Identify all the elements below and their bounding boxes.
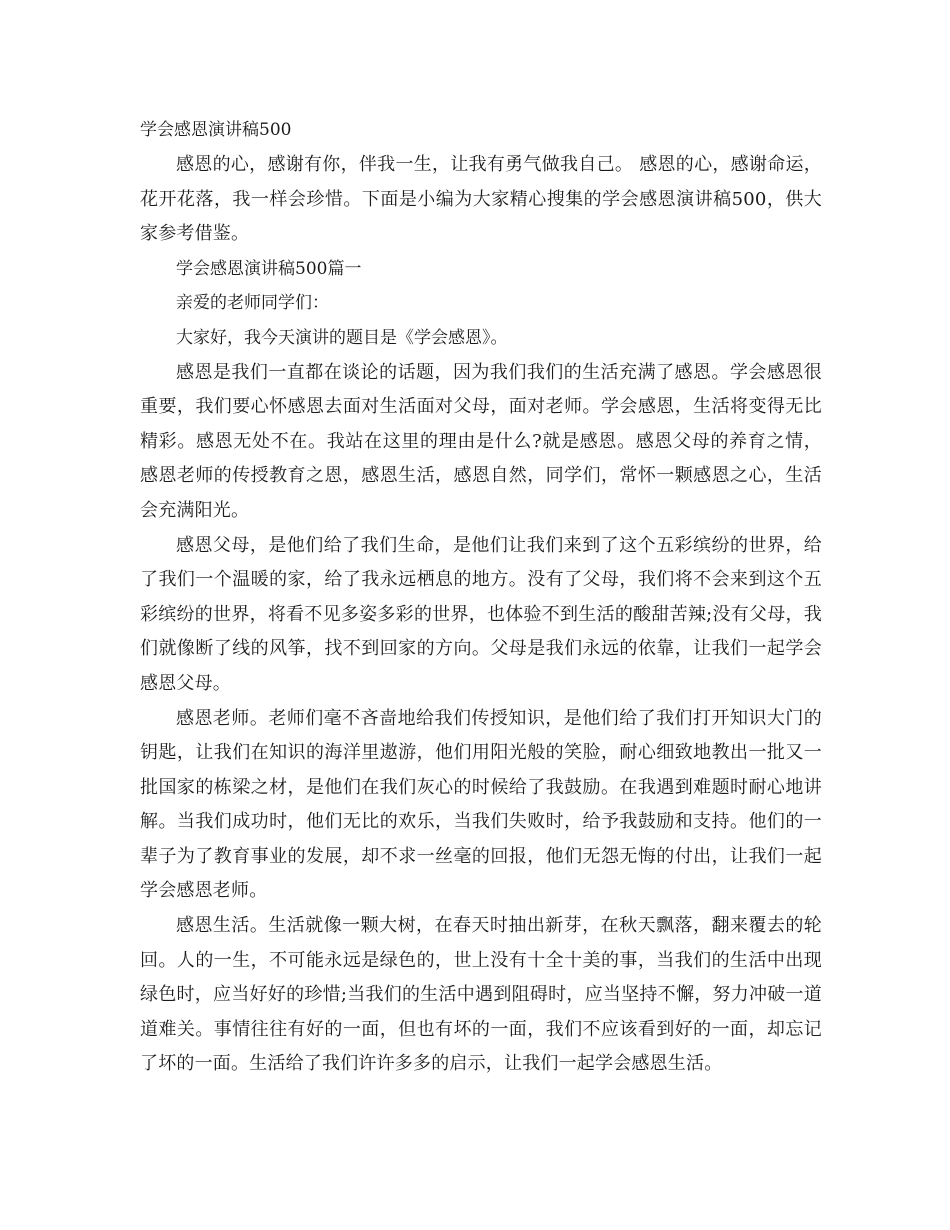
document-title: 学会感恩演讲稿500 — [140, 120, 292, 140]
body-paragraph: 感恩是我们一直都在谈论的话题，因为我们我们的生活充满了感恩。学会感恩很重要，我们要心怀感恩去面对生活面对父母，面对老师。学会感恩，生活将变得无比精彩。感恩无处不在。我站在这里的理由是什么?就是感恩。感恩父母的养育之情，感恩老师的传授教育之恩，感恩生活，感恩自然，同学们，常怀一颗感恩之心，生活会充满阳光。 — [140, 361, 822, 521]
salutation: 亲爱的老师同学们： — [176, 293, 329, 314]
body-paragraph: 感恩父母，是他们给了我们生命，是他们让我们来到了这个五彩缤纷的世界，给了我们一个温暖的家，给了我永远栖息的地方。没有了父母，我们将不会来到这个五彩缤纷的世界，将看不见多姿多彩的世界，也体验不到生活的酸甜苦辣;没有父母，我们就像断了线的风筝，找不到回家的方向。父母是我们永远的依靠，让我们一起学会感恩父母。 — [140, 534, 822, 694]
document-page — [140, 112, 822, 1082]
intro-paragraph: 感恩的心，感谢有你，伴我一生，让我有勇气做我自己。 感恩的心，感谢命运，花开花落，我一样会珍惜。下面是小编为大家精心搜集的学会感恩演讲稿500，供大家参考借鉴。 — [140, 154, 822, 245]
body-paragraph: 感恩生活。生活就像一颗大树，在春天时抽出新芽，在秋天飘落，翻来覆去的轮回。人的一生，不可能永远是绿色的，世上没有十全十美的事，当我们的生活中出现绿色时，应当好好的珍惜;当我们的生活中遇到阻碍时，应当坚持不懈，努力冲破一道道难关。事情往往有好的一面，但也有坏的一面，我们不应该看到好的一面，却忘记了坏的一面。生活给了我们许许多多的启示，让我们一起学会感恩生活。 — [140, 915, 822, 1075]
greeting: 大家好，我今天演讲的题目是《学会感恩》。 — [176, 327, 508, 348]
body-paragraph: 感恩老师。老师们毫不吝啬地给我们传授知识，是他们给了我们打开知识大门的钥匙，让我们在知识的海洋里遨游，他们用阳光般的笑脸，耐心细致地教出一批又一批国家的栋梁之材，是他们在我们灰心的时候给了我鼓励。在我遇到难题时耐心地讲解。当我们成功时，他们无比的欢乐，当我们失败时，给予我鼓励和支持。他们的一辈子为了教育事业的发展，却不求一丝毫的回报，他们无怨无悔的付出，让我们一起学会感恩老师。 — [140, 707, 822, 902]
section-heading: 学会感恩演讲稿500篇一 — [176, 258, 362, 279]
